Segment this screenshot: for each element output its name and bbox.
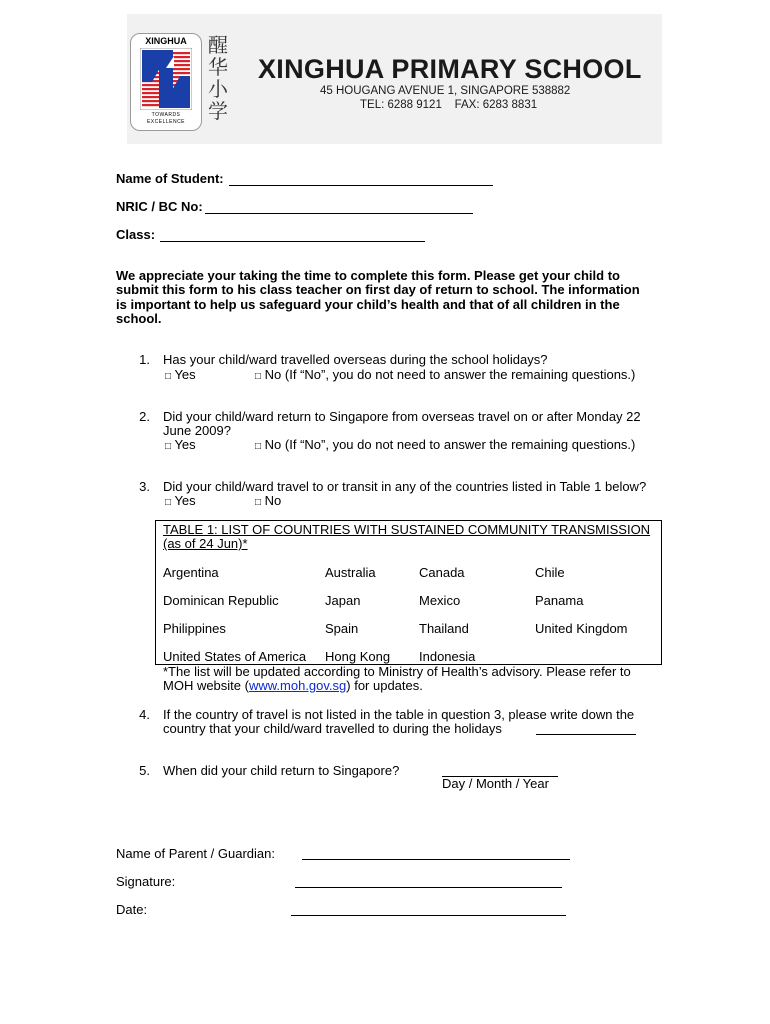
nric-field[interactable] <box>205 212 473 214</box>
parent-name-label: Name of Parent / Guardian: <box>116 846 275 861</box>
class-field[interactable] <box>160 240 425 242</box>
crest-motto-line1: TOWARDS <box>151 112 181 118</box>
table-cell: Thailand <box>419 621 469 636</box>
table-cell: Chile <box>535 565 565 580</box>
table-cell: Panama <box>535 593 584 608</box>
q3-yes-label: Yes <box>174 493 196 508</box>
crest-motto-line2: EXCELLENCE <box>146 119 186 125</box>
q3-text: Did your child/ward travel to or transit in any of the countries listed in Table 1 below? <box>163 479 647 494</box>
crest-emblem-icon <box>140 48 192 110</box>
date-field[interactable] <box>291 914 566 916</box>
q2-yes-option[interactable] <box>165 438 196 454</box>
table-cell: Philippines <box>163 621 226 636</box>
q3-no-option[interactable] <box>255 494 281 510</box>
chinese-school-name: 醒华小学 <box>208 33 228 123</box>
table-cell: Argentina <box>163 565 219 580</box>
q1-yes-option[interactable] <box>165 368 196 384</box>
nric-label: NRIC / BC No: <box>116 199 203 214</box>
table-note <box>163 665 643 694</box>
parent-name-field[interactable] <box>302 858 570 860</box>
checkbox-icon[interactable]: □ <box>255 497 262 508</box>
table-cell: Hong Kong <box>325 649 391 664</box>
note-text: ) for updates. <box>346 678 423 694</box>
table-cell: United Kingdom <box>535 621 628 636</box>
student-name-label: Name of Student: <box>116 171 224 186</box>
table-caption-line2: (as of 24 Jun)* <box>163 536 248 552</box>
q2-number: 2. <box>139 409 150 424</box>
table-cell: Canada <box>419 565 465 580</box>
q4-country-field[interactable] <box>536 733 636 735</box>
table-caption-line1: TABLE 1: LIST OF COUNTRIES WITH SUSTAINED COMMUNITY TRANSMISSION <box>163 522 651 537</box>
school-address: 45 HOUGANG AVENUE 1, SINGAPORE 538882 <box>320 85 571 97</box>
q5-text: When did your child return to Singapore? <box>163 763 400 778</box>
table-cell: Japan <box>325 593 361 608</box>
school-contact: TEL: 6288 9121 FAX: 6283 8831 <box>360 99 538 111</box>
q4-text-line1: If the country of travel is not listed in the table in question 3, please write down the <box>163 707 635 722</box>
checkbox-icon[interactable]: □ <box>165 371 172 382</box>
q3-no-label: No <box>264 493 282 508</box>
checkbox-icon[interactable]: □ <box>255 371 262 382</box>
q1-no-option[interactable] <box>255 368 635 384</box>
table-cell: Indonesia <box>419 649 476 664</box>
q1-text: Has your child/ward travelled overseas during the school holidays? <box>163 352 548 367</box>
signature-label: Signature: <box>116 874 176 889</box>
checkbox-icon[interactable]: □ <box>255 441 262 452</box>
q2-no-option[interactable] <box>255 438 635 454</box>
q2-yes-label: Yes <box>174 437 196 452</box>
q2-text-line1: Did your child/ward return to Singapore from overseas travel on or after Monday 22 <box>163 409 641 424</box>
checkbox-icon[interactable]: □ <box>165 497 172 508</box>
crest-top-label: XINGHUA <box>145 36 187 46</box>
date-label: Date: <box>116 902 148 917</box>
table-cell: Mexico <box>419 593 461 608</box>
crest-motto <box>131 112 201 126</box>
table-cell: Dominican Republic <box>163 593 279 608</box>
moh-website-link[interactable]: www.moh.gov.sg <box>248 678 347 694</box>
q3-number: 3. <box>139 479 150 494</box>
q1-no-label: No (If “No”, you do not need to answer the remaining questions.) <box>264 367 636 382</box>
q4-text-line2: country that your child/ward travelled to during the holidays <box>163 721 502 736</box>
class-label: Class: <box>116 227 156 242</box>
q1-yes-label: Yes <box>174 367 196 382</box>
q4-number: 4. <box>139 707 150 722</box>
table-cell: Spain <box>325 621 359 636</box>
school-name: XINGHUA PRIMARY SCHOOL <box>258 54 642 84</box>
q5-number: 5. <box>139 763 150 778</box>
q5-date-hint: Day / Month / Year <box>442 776 549 791</box>
q1-number: 1. <box>139 352 150 367</box>
table-note-line1: *The list will be updated according to Ministry of Health’s advisory. Please refer to <box>163 664 631 679</box>
q2-text-line2: June 2009? <box>163 423 231 438</box>
table-caption <box>163 523 658 551</box>
table-note-line2 <box>163 679 643 693</box>
q2-no-label: No (If “No”, you do not need to answer the remaining questions.) <box>264 437 636 452</box>
school-crest <box>130 33 202 131</box>
table-cell: Australia <box>325 565 376 580</box>
checkbox-icon[interactable]: □ <box>165 441 172 452</box>
q3-yes-option[interactable] <box>165 494 196 510</box>
table-cell: United States of America <box>163 649 307 664</box>
student-name-field[interactable] <box>229 184 493 186</box>
signature-field[interactable] <box>295 886 562 888</box>
note-text: MOH website ( <box>163 678 249 694</box>
intro-paragraph: We appreciate your taking the time to complete this form. Please get your child to submit this form to his class teacher on first day of return to school. The information is important to help us safeguard your child’s health and that of all children in the school. <box>116 268 640 326</box>
